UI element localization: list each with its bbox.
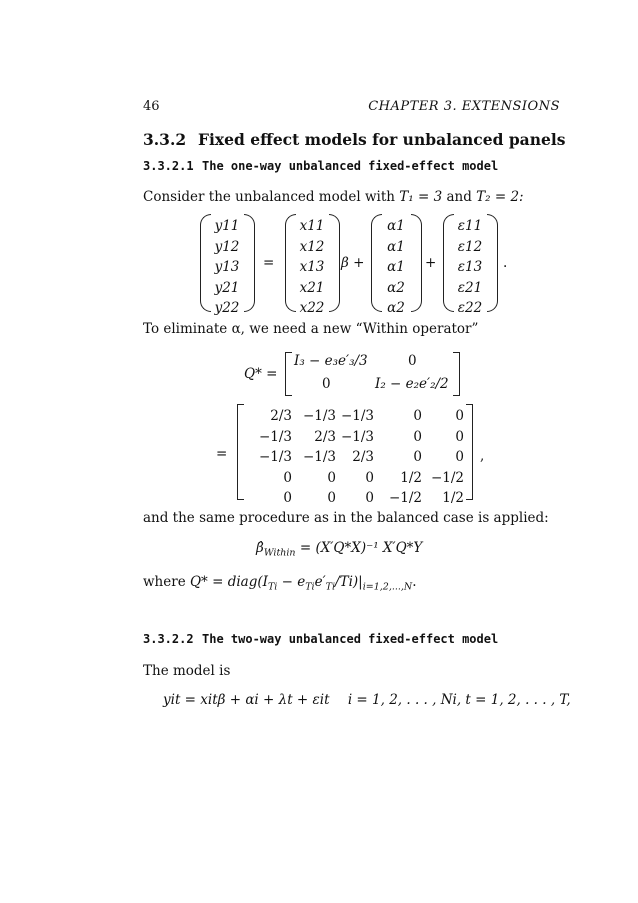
section-number: 3.3.2 [143,130,187,149]
x-vector [295,216,329,319]
epsilon-vector [453,216,487,319]
chapter-header: CHAPTER 3. EXTENSIONS [368,99,560,114]
section-title: Fixed effect models for unbalanced panels [198,130,566,149]
matrix-cell: 0 [283,490,292,506]
x-entry: x11 [299,218,325,234]
period: . [412,574,417,590]
formula-part: Q* = diag(I [189,574,268,590]
subsection-number: 3.3.2.2 [143,632,194,646]
qstar-r2c1: 0 [322,376,331,392]
matrix-column [374,406,422,509]
formula-part: e′ [314,574,326,590]
epsilon-entry: ε21 [457,279,483,296]
alpha-entry: α2 [387,279,405,296]
paragraph-where [143,574,417,593]
twoway-ranges: i = 1, 2, . . . , Ni, t = 1, 2, . . . , T, [347,692,571,708]
matrix-column [250,406,292,509]
x-entry: x13 [299,259,325,275]
formula-sub: Ti [305,581,315,593]
right-bracket [466,404,473,500]
matrix-cell: 0 [455,449,464,465]
comma: , [480,448,485,464]
matrix-cell: 0 [413,449,422,465]
t1-value: T₁ = 3 [399,189,443,205]
beta-hat: β̂ [256,540,264,556]
y-entry: y11 [214,218,240,234]
matrix-cell: 0 [327,469,336,486]
formula-part: − e [277,574,306,590]
y-entry: y12 [214,238,240,255]
matrix-cell: 2/3 [270,408,292,424]
formula-sub: Ti [267,581,278,593]
paragraph-procedure: and the same procedure as in the balanced case is applied: [143,510,549,526]
twoway-model: yit = xitβ + αi + λt + εit [163,692,330,708]
x-entry: x22 [299,300,325,316]
left-bracket [285,352,292,396]
right-paren [411,214,422,312]
matrix-cell: −1/3 [302,449,336,465]
qstar-lhs: Q* = [244,366,278,382]
matrix-cell: −1/2 [430,469,464,486]
period: . [503,255,508,271]
equals-sign: = [216,446,228,462]
subsection-title: The two-way unbalanced fixed-effect model [202,632,499,646]
matrix-cell: −1/3 [258,428,292,445]
epsilon-entry: ε13 [457,259,483,275]
matrix-cell: −1/2 [388,490,422,506]
matrix-cell: 2/3 [352,449,374,465]
matrix-cell: 2/3 [314,428,336,445]
right-paren [244,214,255,312]
equals-sign: = [263,255,275,271]
beta-rhs: = (X′Q*X)⁻¹ X′Q*Y [299,540,423,556]
matrix-cell: 0 [413,408,422,424]
y-entry: y22 [214,300,240,316]
qstar-r2c2: I₂ − e₂e′₂/2 [375,376,449,392]
matrix-column [422,406,464,509]
matrix-cell: 0 [365,490,374,506]
y-entry: y13 [214,259,240,275]
right-paren [329,214,340,312]
matrix-cell: 1/2 [400,469,422,486]
y-entry: y21 [214,279,240,296]
beta-within-equation [256,540,423,559]
qstar-r1c2: 0 [408,353,417,369]
subsection-title: The one-way unbalanced fixed-effect model [202,159,499,173]
alpha-vector [381,216,411,319]
matrix-cell: 0 [327,490,336,506]
formula-range: i=1,2,...,N [362,581,413,593]
subsection-number: 3.3.2.1 [143,159,194,173]
paragraph-model-is: The model is [143,663,231,679]
matrix-cell: −1/3 [302,408,336,424]
page-number: 46 [143,99,160,114]
plus-sign: + [425,255,437,271]
matrix-column [336,406,374,509]
alpha-entry: α1 [387,218,405,234]
x-entry: x12 [299,238,325,255]
left-bracket [237,404,244,500]
alpha-entry: α1 [387,259,405,275]
right-bracket [453,352,460,396]
x-entry: x21 [299,279,325,296]
matrix-cell: 0 [365,469,374,486]
alpha-entry: α1 [387,238,405,255]
right-paren [487,214,498,312]
formula-part: /Ti)| [335,574,363,590]
epsilon-entry: ε11 [457,218,483,234]
matrix-cell: 0 [283,469,292,486]
within-subscript: Within [263,547,296,559]
matrix-cell: −1/3 [258,449,292,465]
t2-value: T₂ = 2: [476,189,524,205]
matrix-cell: −1/3 [340,408,374,424]
paragraph-intro [143,189,524,205]
epsilon-entry: ε22 [457,300,483,316]
matrix-cell: 0 [455,408,464,424]
where-word: where [143,574,186,590]
twoway-equation [163,692,571,708]
matrix-column [292,406,336,509]
beta-plus: β + [341,255,365,271]
alpha-entry: α2 [387,300,405,316]
matrix-cell: 0 [455,428,464,445]
matrix-cell: 1/2 [442,490,464,506]
matrix-cell: 0 [413,428,422,445]
paragraph-text: Consider the unbalanced model with [143,189,395,205]
qstar-r1c1: I₃ − e₃e′₃/3 [294,353,368,369]
and-word: and [446,189,472,205]
matrix-cell: −1/3 [340,428,374,445]
y-vector [210,216,244,319]
paragraph-within: To eliminate α, we need a new “Within operator” [143,321,479,337]
formula-sub: Ti [325,581,336,593]
epsilon-entry: ε12 [457,238,483,255]
